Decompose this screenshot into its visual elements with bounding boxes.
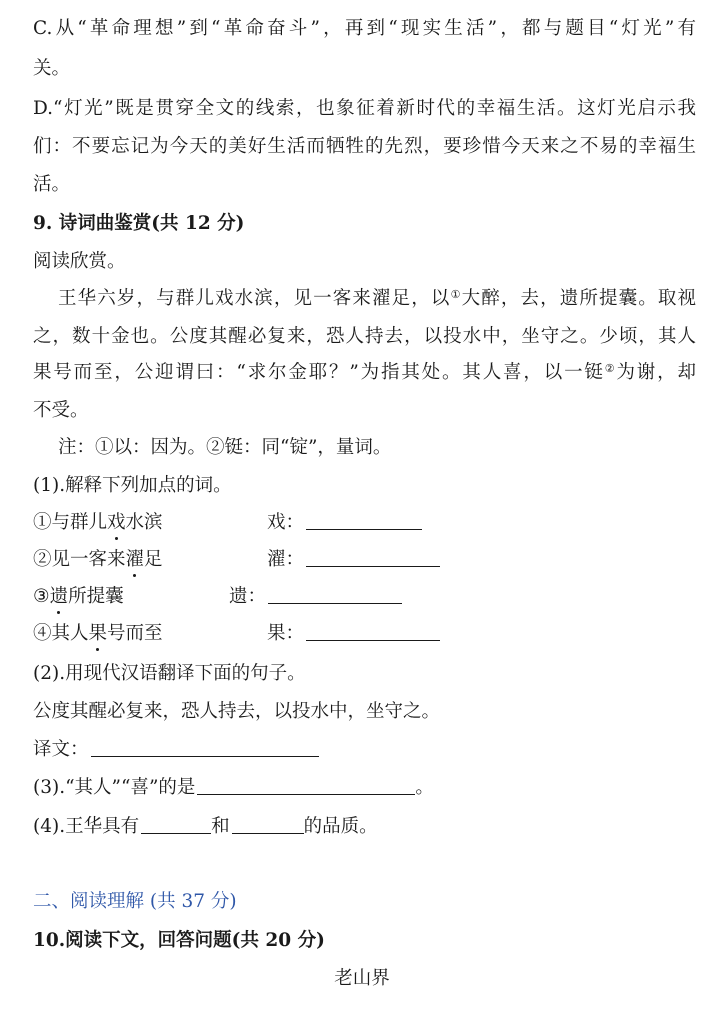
quality-blank-1[interactable] [141, 815, 211, 834]
word-item-4: ④其人果号而至 [33, 623, 163, 644]
translation-answer: 译文： [33, 738, 696, 762]
footnote-marker-2: ② [604, 362, 617, 375]
word-answer-4: 果： [267, 622, 440, 646]
translation-blank[interactable] [91, 738, 319, 757]
option-c-line1: C.从“革命理想”到“革命奋斗”，再到“现实生活”，都与题目“灯光”有 [33, 18, 696, 39]
subquestion-2: (2).用现代汉语翻译下面的句子。 [33, 663, 306, 684]
answer-blank-2[interactable] [306, 548, 440, 567]
option-d-line3: 活。 [33, 174, 71, 195]
passage-line1: 王华六岁，与群儿戏水滨，见一客来濯足，以①大醉，去，遗所提囊。取视 [58, 288, 696, 309]
question-9-title: 9. 诗词曲鉴赏(共 12 分) [33, 213, 245, 234]
reading-instruction: 阅读欣赏。 [33, 251, 126, 272]
passage-line4: 不受。 [33, 400, 89, 421]
option-c-line2: 关。 [33, 58, 71, 79]
answer-blank-1[interactable] [306, 511, 422, 530]
subquestion-1: (1).解释下列加点的词。 [33, 475, 232, 496]
subquestion-4: (4).王华具有 和 的品质。 [33, 816, 378, 837]
question-10-title: 10.阅读下文，回答问题(共 20 分) [33, 930, 325, 951]
word-item-3: ③遗所提囊 [33, 586, 124, 607]
footnote-marker-1: ① [450, 288, 462, 301]
section-heading: 二、阅读理解 (共 37 分) [33, 891, 237, 912]
answer-blank-4[interactable] [306, 622, 440, 641]
subquestion-3-blank[interactable] [197, 776, 415, 795]
option-d-line2: 们：不要忘记为今天的美好生活而牺牲的先烈，要珍惜今天来之不易的幸福生 [33, 136, 696, 157]
word-item-2: ②见一客来濯足 [33, 549, 163, 570]
option-d-line1: D.“灯光”既是贯穿全文的线索，也象征着新时代的幸福生活。这灯光启示我 [33, 98, 696, 119]
word-answer-3: 遗： [229, 585, 402, 609]
subquestion-3: (3).“其人”“喜”的是 。 [33, 777, 434, 798]
word-answer-1: 戏： [267, 511, 422, 535]
word-item-1: ①与群儿戏水滨 [33, 512, 163, 533]
answer-blank-3[interactable] [268, 585, 402, 604]
passage-line3: 果号而至，公迎谓曰：“求尔金耶？”为指其处。其人喜，以一铤②为谢，却 [33, 362, 696, 383]
quality-blank-2[interactable] [232, 815, 304, 834]
passage-line2: 之，数十金也。公度其醒必复来，恐人持去，以投水中，坐守之。少顷，其人 [33, 326, 696, 347]
article-title: 老山界 [334, 968, 390, 989]
translation-sentence: 公度其醒必复来，恐人持去，以投水中，坐守之。 [33, 701, 441, 722]
annotation: 注：①以：因为。②铤：同“锭”，量词。 [58, 437, 392, 458]
word-answer-2: 濯： [267, 548, 440, 572]
